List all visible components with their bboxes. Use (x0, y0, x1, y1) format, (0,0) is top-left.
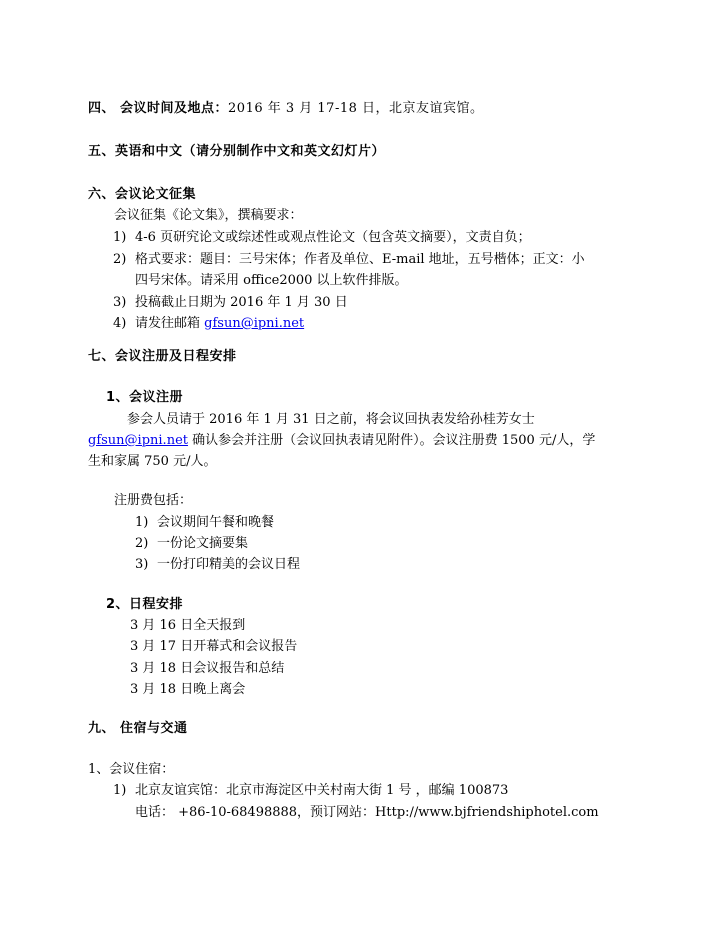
list-number: 4) (113, 316, 127, 331)
registration-paragraph-line1: 参会人员请于 2016 年 1 月 31 日之前，将会议回执表发给孙桂芳女士 (127, 412, 535, 427)
list-item (113, 229, 531, 247)
section-4-title: 四、 会议时间及地点： (88, 101, 229, 116)
list-item (113, 782, 508, 800)
schedule-item: 3 月 17 日开幕式和会议报告 (130, 639, 298, 654)
section-5-heading: 五、英语和中文（请分别制作中文和英文幻灯片） (88, 144, 386, 159)
schedule-item: 3 月 18 日晚上离会 (130, 682, 246, 697)
section-4-detail: 2016 年 3 月 17-18 日，北京友谊宾馆。 (228, 101, 484, 116)
schedule-item: 3 月 16 日全天报到 (130, 618, 246, 633)
section-6-heading: 六、会议论文征集 (88, 187, 197, 202)
fee-heading: 注册费包括： (114, 493, 193, 508)
list-text: 会议期间午餐和晚餐 (157, 515, 275, 530)
list-text: 格式要求：题目：三号宋体；作者及单位、E-mail 地址，五号楷体；正文：小 (135, 252, 585, 267)
schedule-item: 3 月 18 日会议报告和总结 (130, 661, 285, 676)
list-text: 北京友谊宾馆：北京市海淀区中关村南大街 1 号 ，邮编 100873 (135, 783, 509, 798)
section-4-heading (88, 100, 484, 118)
list-item (113, 251, 585, 269)
section-9-heading: 九、 住宿与交通 (88, 721, 188, 736)
list-item (135, 535, 248, 553)
list-number: 2) (135, 536, 149, 551)
list-item (113, 315, 304, 333)
list-number: 1) (113, 230, 127, 245)
registration-heading: 1、会议注册 (106, 390, 184, 405)
registration-paragraph-line2 (88, 432, 595, 450)
list-item (135, 556, 300, 574)
list-number: 1) (135, 515, 149, 530)
list-text: 一份打印精美的会议日程 (157, 557, 301, 572)
accommodation-heading: 1、会议住宿： (88, 762, 175, 777)
schedule-heading: 2、日程安排 (106, 597, 184, 612)
section-6-intro: 会议征集《论文集》，撰稿要求： (114, 208, 303, 223)
list-number: 1) (113, 783, 127, 798)
list-text: 一份论文摘要集 (157, 536, 249, 551)
registration-text: 确认参会并注册（会议回执表请见附件）。会议注册费 1500 元/人，学 (187, 433, 596, 448)
registration-paragraph-line3: 生和家属 750 元/人。 (88, 454, 217, 469)
hotel-contact: 电话： +86-10-68498888，预订网站：Http://www.bjfriendshiphotel.com (135, 805, 599, 820)
list-item-continuation: 四号宋体。请采用 office2000 以上软件排版。 (135, 273, 408, 288)
list-number: 3) (113, 295, 127, 310)
list-number: 2) (113, 252, 127, 267)
email-link[interactable]: gfsun@ipni.net (204, 316, 305, 331)
list-text: 请发往邮箱 (135, 316, 205, 331)
email-link[interactable]: gfsun@ipni.net (88, 433, 188, 448)
list-text: 投稿截止日期为 2016 年 1 月 30 日 (135, 295, 348, 310)
list-number: 3) (135, 557, 149, 572)
list-item (135, 514, 274, 532)
section-7-heading: 七、会议注册及日程安排 (88, 349, 237, 364)
list-item (113, 294, 348, 312)
list-text: 4-6 页研究论文或综述性或观点性论文（包含英文摘要），文责自负； (135, 230, 531, 245)
